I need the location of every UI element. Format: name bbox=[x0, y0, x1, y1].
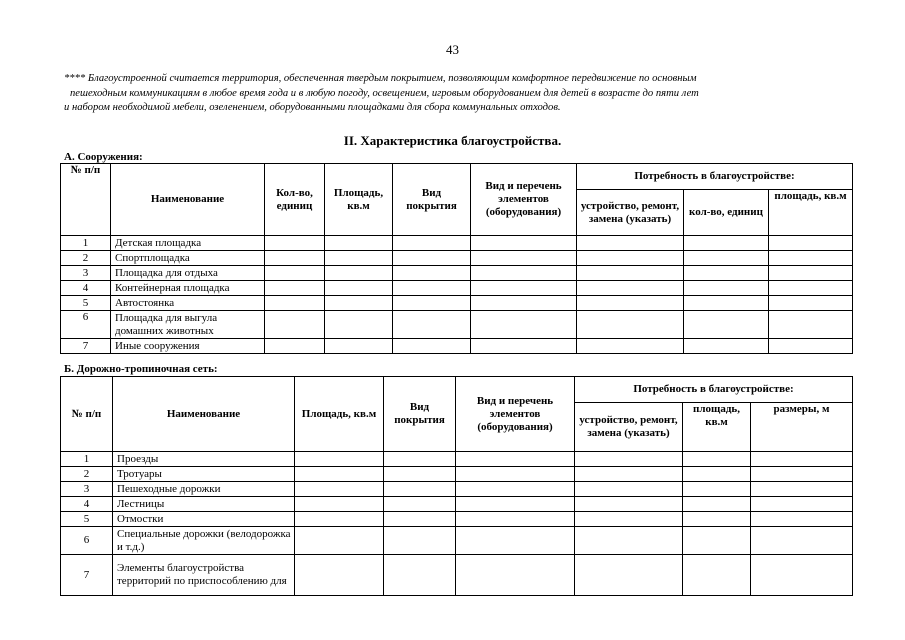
cell[interactable] bbox=[683, 555, 751, 596]
cell[interactable] bbox=[577, 296, 684, 311]
cell[interactable] bbox=[295, 512, 384, 527]
cell[interactable] bbox=[575, 527, 683, 555]
table-row bbox=[61, 251, 853, 266]
cell[interactable] bbox=[325, 311, 393, 339]
row-number: 3 bbox=[61, 266, 111, 281]
cell[interactable] bbox=[769, 339, 853, 354]
cell[interactable] bbox=[684, 251, 769, 266]
cell[interactable] bbox=[575, 497, 683, 512]
row-number: 5 bbox=[61, 512, 113, 527]
cell[interactable] bbox=[393, 281, 471, 296]
table-row bbox=[61, 452, 853, 467]
cell[interactable] bbox=[751, 527, 853, 555]
cell[interactable] bbox=[295, 497, 384, 512]
cell[interactable] bbox=[751, 512, 853, 527]
table-row bbox=[61, 482, 853, 497]
cell[interactable] bbox=[471, 251, 577, 266]
cell[interactable] bbox=[393, 339, 471, 354]
cell[interactable] bbox=[325, 281, 393, 296]
section-title: II. Характеристика благоустройства. bbox=[343, 133, 562, 148]
cell[interactable] bbox=[295, 482, 384, 497]
cell[interactable] bbox=[577, 281, 684, 296]
cell[interactable] bbox=[751, 482, 853, 497]
cell[interactable] bbox=[684, 281, 769, 296]
cell[interactable] bbox=[295, 527, 384, 555]
cell[interactable] bbox=[384, 452, 456, 467]
row-name: Лестницы bbox=[113, 497, 295, 512]
cell[interactable] bbox=[325, 296, 393, 311]
cell[interactable] bbox=[575, 512, 683, 527]
table-row bbox=[61, 339, 853, 354]
header-need-group: Потребность в благоустройстве: bbox=[575, 377, 853, 403]
cell[interactable] bbox=[325, 339, 393, 354]
cell[interactable] bbox=[456, 467, 575, 482]
cell[interactable] bbox=[471, 296, 577, 311]
cell[interactable] bbox=[295, 555, 384, 596]
header-quantity: Кол-во, единиц bbox=[265, 164, 325, 236]
cell[interactable] bbox=[325, 236, 393, 251]
footnote bbox=[64, 72, 864, 116]
table-row bbox=[61, 236, 853, 251]
row-number: 6 bbox=[61, 527, 113, 555]
cell[interactable] bbox=[684, 311, 769, 339]
footnote-line: и набором необходимой мебели, озеленением, оборудованными площадками для сбора коммунальных отходов. bbox=[64, 102, 561, 113]
cell[interactable] bbox=[471, 266, 577, 281]
cell[interactable] bbox=[265, 236, 325, 251]
cell[interactable] bbox=[265, 266, 325, 281]
row-name: Площадка для отдыха bbox=[111, 266, 265, 281]
cell[interactable] bbox=[456, 512, 575, 527]
header-name: Наименование bbox=[111, 164, 265, 236]
cell[interactable] bbox=[577, 311, 684, 339]
row-number: 4 bbox=[61, 281, 111, 296]
header-need-device: устройство, ремонт, замена (указать) bbox=[575, 403, 683, 452]
cell[interactable] bbox=[683, 467, 751, 482]
row-name: Проезды bbox=[113, 452, 295, 467]
cell[interactable] bbox=[384, 555, 456, 596]
row-number: 7 bbox=[61, 339, 111, 354]
row-name: Отмостки bbox=[113, 512, 295, 527]
cell[interactable] bbox=[575, 452, 683, 467]
row-number: 5 bbox=[61, 296, 111, 311]
table-row bbox=[61, 512, 853, 527]
cell[interactable] bbox=[393, 236, 471, 251]
cell[interactable] bbox=[325, 266, 393, 281]
cell[interactable] bbox=[769, 266, 853, 281]
cell[interactable] bbox=[769, 281, 853, 296]
header-need-quantity: кол-во, единиц bbox=[684, 190, 769, 236]
cell[interactable] bbox=[683, 512, 751, 527]
header-need-area: площадь, кв.м bbox=[769, 190, 853, 236]
cell[interactable] bbox=[393, 251, 471, 266]
row-name: Иные сооружения bbox=[111, 339, 265, 354]
cell[interactable] bbox=[471, 281, 577, 296]
row-name: Площадка для выгула домашних животных bbox=[111, 311, 265, 339]
table-row bbox=[61, 311, 853, 339]
row-number: 4 bbox=[61, 497, 113, 512]
cell[interactable] bbox=[471, 311, 577, 339]
cell[interactable] bbox=[265, 251, 325, 266]
header-need-group: Потребность в благоустройстве: bbox=[577, 164, 853, 190]
row-number: 6 bbox=[61, 311, 111, 339]
row-number: 2 bbox=[61, 467, 113, 482]
cell[interactable] bbox=[393, 266, 471, 281]
cell[interactable] bbox=[769, 311, 853, 339]
cell[interactable] bbox=[295, 452, 384, 467]
cell[interactable] bbox=[325, 251, 393, 266]
cell[interactable] bbox=[684, 339, 769, 354]
cell[interactable] bbox=[384, 512, 456, 527]
cell[interactable] bbox=[384, 497, 456, 512]
row-name: Автостоянка bbox=[111, 296, 265, 311]
cell[interactable] bbox=[384, 482, 456, 497]
cell[interactable] bbox=[577, 236, 684, 251]
row-number: 7 bbox=[61, 555, 113, 596]
cell[interactable] bbox=[577, 251, 684, 266]
structures-subtitle: А. Сооружения: bbox=[64, 151, 143, 163]
cell[interactable] bbox=[575, 482, 683, 497]
cell[interactable] bbox=[456, 482, 575, 497]
footnote-line: пешеходным коммуникациям в любое время года и в любую погоду, освещением, игровым оборудованием для детей в возрасте до пяти лет bbox=[70, 87, 699, 99]
cell[interactable] bbox=[577, 339, 684, 354]
header-num: № п/п bbox=[61, 164, 111, 236]
table-row bbox=[61, 467, 853, 482]
header-coating: Вид покрытия bbox=[393, 164, 471, 236]
row-name: Детская площадка bbox=[111, 236, 265, 251]
cell[interactable] bbox=[683, 497, 751, 512]
cell[interactable] bbox=[384, 527, 456, 555]
table-row bbox=[61, 497, 853, 512]
cell[interactable] bbox=[295, 467, 384, 482]
cell[interactable] bbox=[684, 296, 769, 311]
page-number: 43 bbox=[446, 42, 459, 57]
table-row bbox=[61, 527, 853, 555]
row-name: Специальные дорожки (велодорожка и т.д.) bbox=[113, 527, 295, 555]
cell[interactable] bbox=[265, 281, 325, 296]
header-name: Наименование bbox=[113, 377, 295, 452]
header-area: Площадь, кв.м bbox=[295, 377, 384, 452]
cell[interactable] bbox=[769, 236, 853, 251]
row-name: Тротуары bbox=[113, 467, 295, 482]
header-need-size: размеры, м bbox=[751, 403, 853, 452]
cell[interactable] bbox=[751, 497, 853, 512]
cell[interactable] bbox=[393, 296, 471, 311]
row-name: Контейнерная площадка bbox=[111, 281, 265, 296]
cell[interactable] bbox=[683, 452, 751, 467]
cell[interactable] bbox=[751, 467, 853, 482]
cell[interactable] bbox=[769, 296, 853, 311]
header-need-area: площадь, кв.м bbox=[683, 403, 751, 452]
cell[interactable] bbox=[684, 266, 769, 281]
cell[interactable] bbox=[751, 452, 853, 467]
row-name: Элементы благоустройства территорий по приспособлению для bbox=[113, 555, 295, 596]
row-number: 1 bbox=[61, 452, 113, 467]
cell[interactable] bbox=[471, 236, 577, 251]
cell[interactable] bbox=[456, 452, 575, 467]
cell[interactable] bbox=[456, 527, 575, 555]
header-elements: Вид и перечень элементов (оборудования) bbox=[471, 164, 577, 236]
cell[interactable] bbox=[265, 339, 325, 354]
cell[interactable] bbox=[265, 311, 325, 339]
row-name: Спортплощадка bbox=[111, 251, 265, 266]
roads-table bbox=[60, 376, 853, 596]
row-number: 1 bbox=[61, 236, 111, 251]
cell[interactable] bbox=[384, 467, 456, 482]
header-num: № п/п bbox=[61, 377, 113, 452]
cell[interactable] bbox=[683, 482, 751, 497]
cell[interactable] bbox=[575, 555, 683, 596]
row-name: Пешеходные дорожки bbox=[113, 482, 295, 497]
roads-subtitle: Б. Дорожно-тропиночная сеть: bbox=[64, 363, 218, 375]
cell[interactable] bbox=[769, 251, 853, 266]
header-need-device: устройство, ремонт, замена (указать) bbox=[577, 190, 684, 236]
row-number: 3 bbox=[61, 482, 113, 497]
header-elements: Вид и перечень элементов (оборудования) bbox=[456, 377, 575, 452]
cell[interactable] bbox=[456, 555, 575, 596]
footnote-line: **** Благоустроенной считается территория, обеспеченная твердым покрытием, позволяющим комфортное передвижение по основным bbox=[64, 73, 697, 84]
header-coating: Вид покрытия bbox=[384, 377, 456, 452]
cell[interactable] bbox=[683, 527, 751, 555]
table-row bbox=[61, 555, 853, 596]
cell[interactable] bbox=[265, 296, 325, 311]
cell[interactable] bbox=[575, 467, 683, 482]
table-row bbox=[61, 296, 853, 311]
cell[interactable] bbox=[393, 311, 471, 339]
row-number: 2 bbox=[61, 251, 111, 266]
table-row bbox=[61, 266, 853, 281]
cell[interactable] bbox=[471, 339, 577, 354]
table-row bbox=[61, 281, 853, 296]
cell[interactable] bbox=[577, 266, 684, 281]
cell[interactable] bbox=[684, 236, 769, 251]
cell[interactable] bbox=[456, 497, 575, 512]
cell[interactable] bbox=[751, 555, 853, 596]
structures-table bbox=[60, 163, 853, 354]
header-area: Площадь, кв.м bbox=[325, 164, 393, 236]
